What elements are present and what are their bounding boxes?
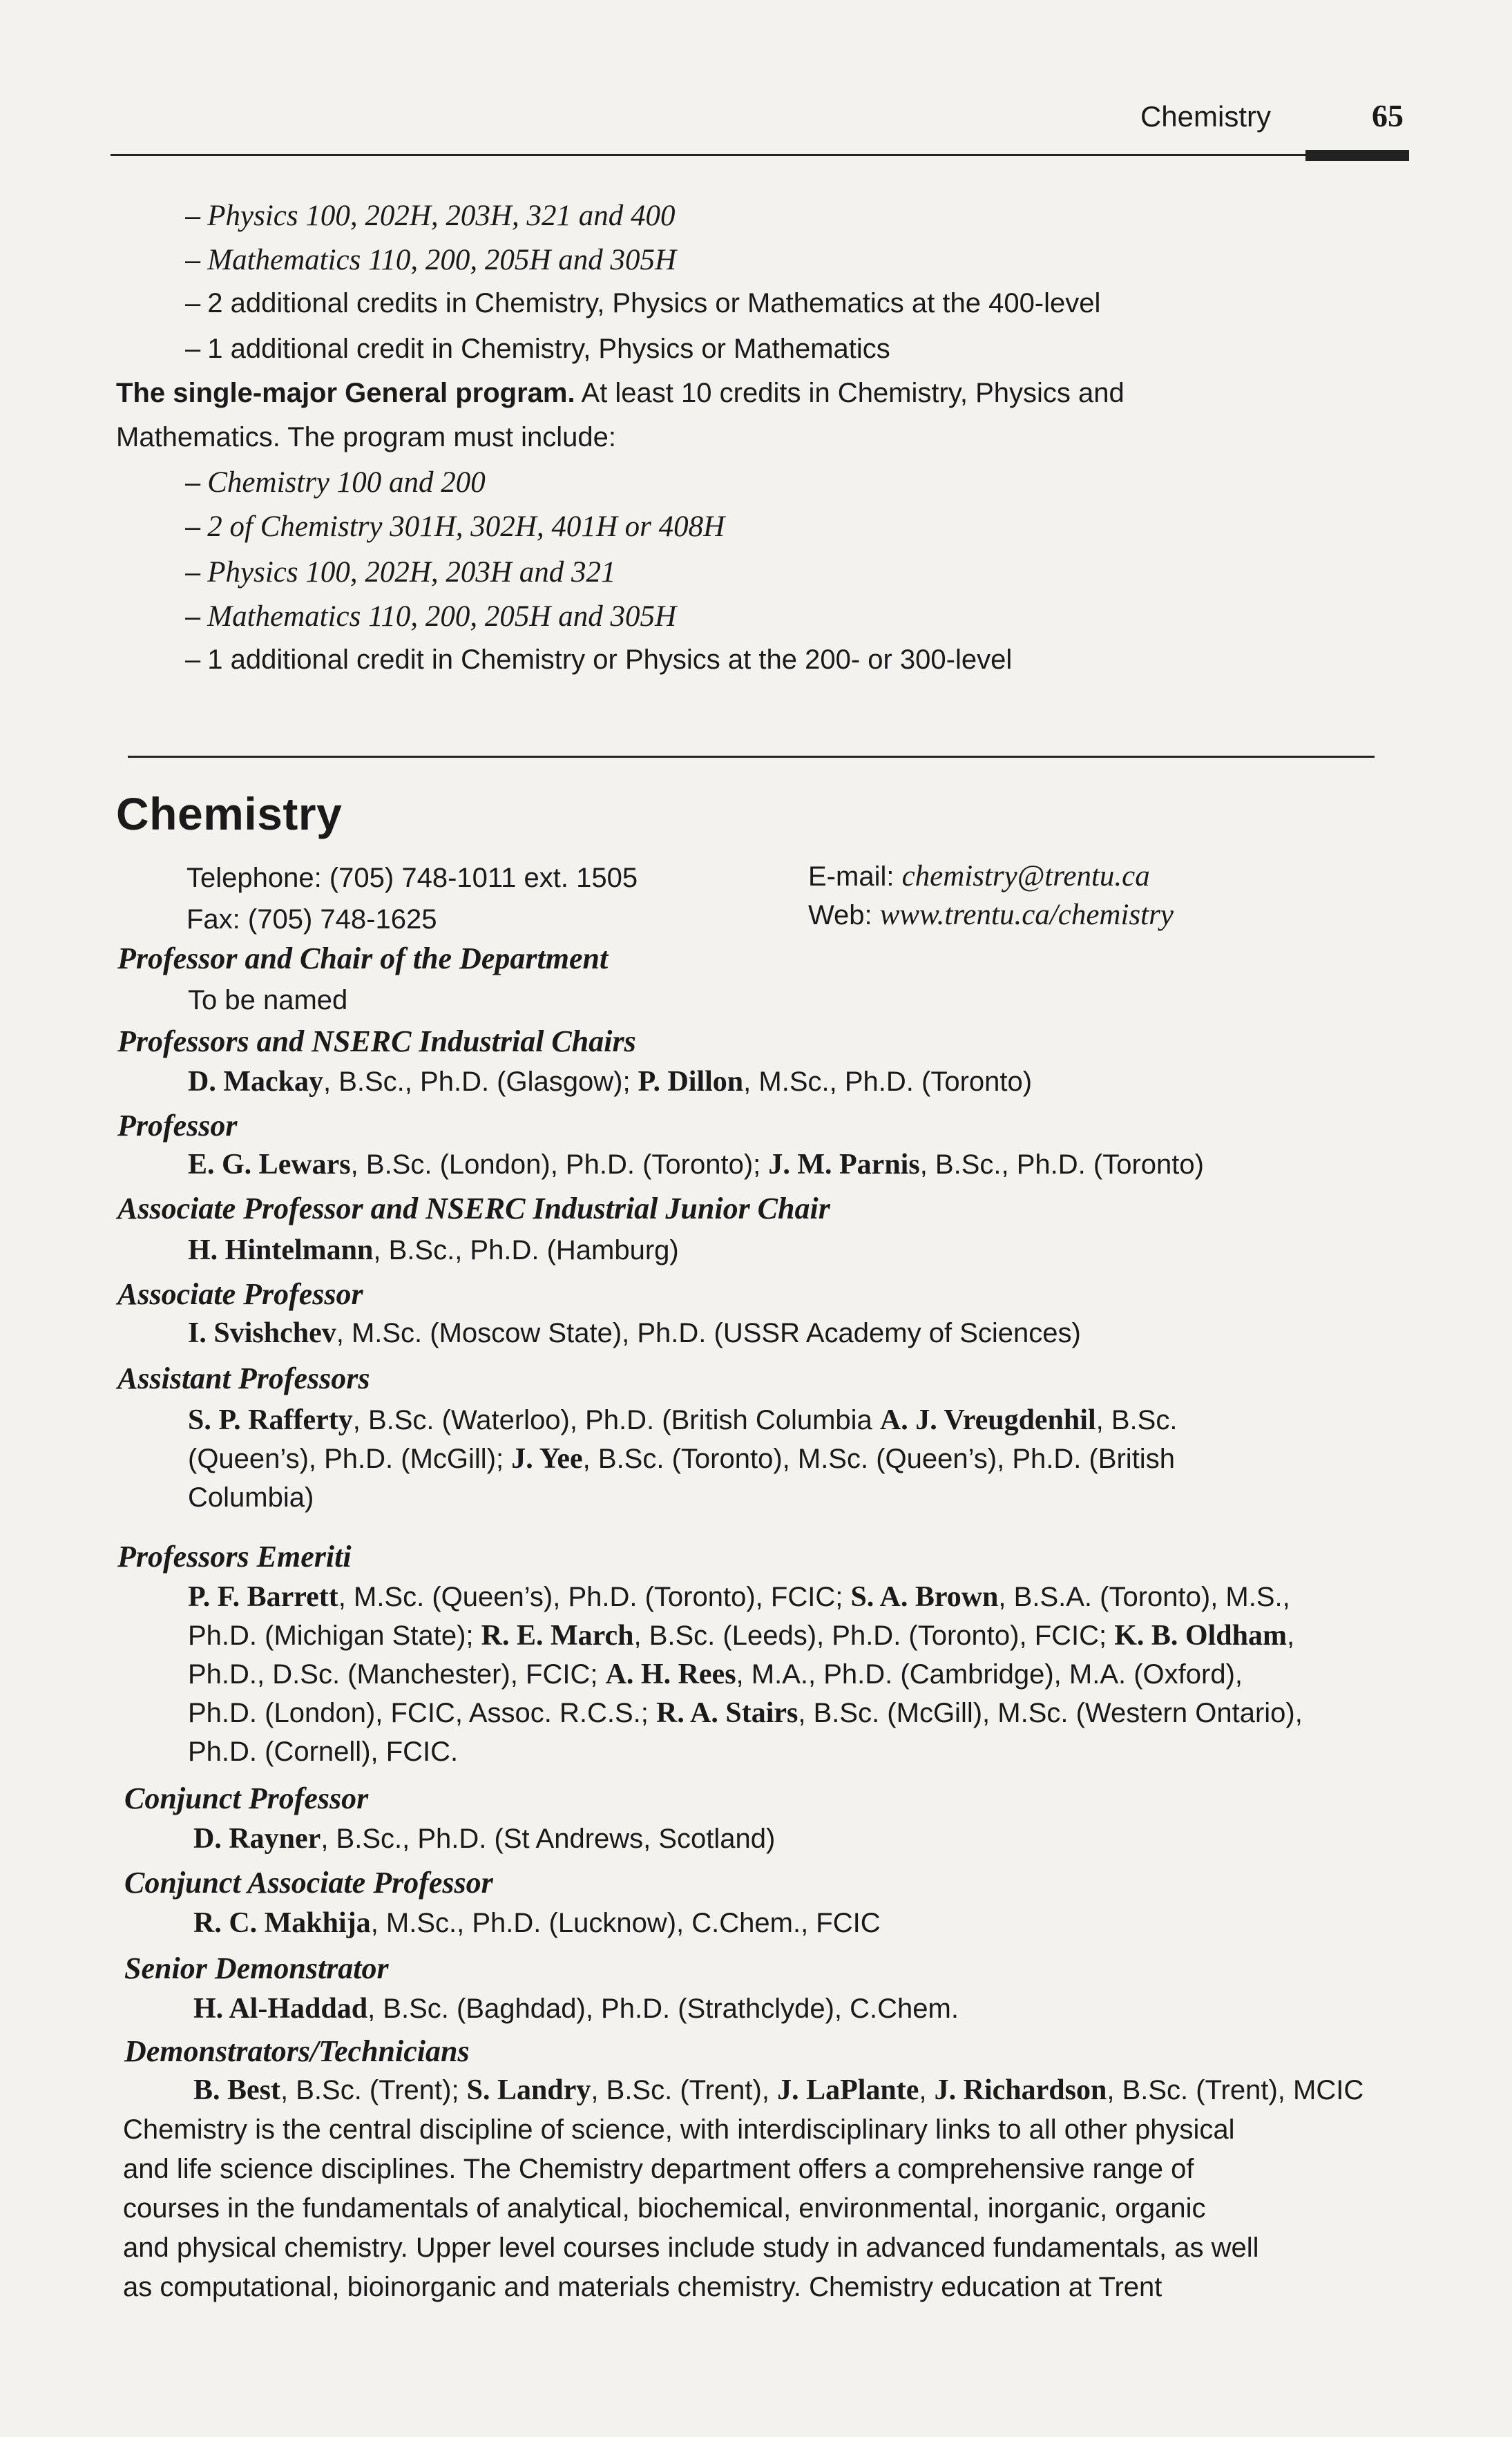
role-heading: Senior Demonstrator bbox=[124, 1951, 389, 1985]
people-line: E. G. Lewars, B.Sc. (London), Ph.D. (Toronto); J. M. Parnis, B.Sc., Ph.D. (Toronto) bbox=[188, 1149, 1204, 1181]
department-title: Chemistry bbox=[116, 788, 343, 839]
program-title: The single-major General program. bbox=[116, 378, 575, 408]
people-line: I. Svishchev, M.Sc. (Moscow State), Ph.D. (USSR Academy of Sciences) bbox=[188, 1317, 1081, 1349]
role-heading: Associate Professor and NSERC Industrial Junior Chair bbox=[117, 1192, 830, 1225]
role-heading: Conjunct Associate Professor bbox=[124, 1866, 493, 1900]
people-line: D. Mackay, B.Sc., Ph.D. (Glasgow); P. Dillon, M.Sc., Ph.D. (Toronto) bbox=[188, 1066, 1033, 1098]
list-item: – 1 additional credit in Chemistry, Physics or Mathematics bbox=[185, 334, 890, 364]
list-item: – Chemistry 100 and 200 bbox=[185, 466, 486, 499]
role-heading: Professor bbox=[117, 1109, 238, 1143]
section-divider bbox=[128, 756, 1375, 758]
header-section-title: Chemistry bbox=[1140, 100, 1271, 133]
list-item: – 1 additional credit in Chemistry or Physics at the 200- or 300-level bbox=[185, 644, 1013, 675]
role-heading: Conjunct Professor bbox=[124, 1781, 369, 1815]
list-item: – 2 additional credits in Chemistry, Physics or Mathematics at the 400-level bbox=[185, 288, 1101, 318]
department-description: Chemistry is the central discipline of science, with interdisciplinary links to all other physical and life science disciplines. The Chemistry department offers a comprehensive range of courses in the fundamentals of analytical, biochemical, environmental, inorganic, organic and physical chemistry. Upper level courses include study in advanced fundamentals, as well as computational, bioinorganic and materials chemistry. Chemistry education at Trent bbox=[123, 2114, 1259, 2302]
people-line: R. C. Makhija, M.Sc., Ph.D. (Lucknow), C.Chem., FCIC bbox=[193, 1907, 881, 1939]
header-tab-block bbox=[1305, 150, 1409, 161]
people-line: P. F. Barrett, M.Sc. (Queen’s), Ph.D. (Toronto), FCIC; S. A. Brown, B.S.A. (Toronto), M.S., Ph.D. (Michigan State); R. E. March, B.Sc. (Leeds), Ph.D. (Toronto), FCIC; K. B. Oldham, Ph.D., D.Sc. (Manchester), FCIC; A. H. Rees, M.A., Ph.D. (Cambridge), M.A. (Oxford), Ph.D. (London), FCIC, Assoc. R.C.S.; R. A. Stairs, B.Sc. (McGill), M.Sc. (Western Ontario), Ph.D. (Cornell), FCIC. bbox=[188, 1581, 1303, 1767]
role-heading: Demonstrators/Technicians bbox=[124, 2034, 470, 2068]
list-item: – Physics 100, 202H, 203H and 321 bbox=[185, 556, 616, 589]
people-line: H. Hintelmann, B.Sc., Ph.D. (Hamburg) bbox=[188, 1234, 679, 1266]
people-line: B. Best, B.Sc. (Trent); S. Landry, B.Sc. (Trent), J. LaPlante, J. Richardson, B.Sc. (Trent), MCIC bbox=[193, 2074, 1364, 2106]
people-line: D. Rayner, B.Sc., Ph.D. (St Andrews, Scotland) bbox=[193, 1823, 776, 1855]
program-intro-line2: Mathematics. The program must include: bbox=[116, 422, 617, 452]
people-line: H. Al-Haddad, B.Sc. (Baghdad), Ph.D. (Strathclyde), C.Chem. bbox=[193, 1993, 959, 2025]
page-number: 65 bbox=[1372, 98, 1404, 133]
role-heading: Professor and Chair of the Department bbox=[117, 942, 609, 975]
email-line: E-mail: chemistry@trentu.ca bbox=[808, 860, 1150, 892]
people-line: S. P. Rafferty, B.Sc. (Waterloo), Ph.D. (British Columbia A. J. Vreugdenhil, B.Sc. (Queen’s), Ph.D. (McGill); J. Yee, B.Sc. (Toronto), M.Sc. (Queen’s), Ph.D. (British Columbia) bbox=[188, 1404, 1178, 1513]
role-heading: Assistant Professors bbox=[117, 1361, 370, 1395]
people-line: To be named bbox=[188, 985, 348, 1015]
list-item: – 2 of Chemistry 301H, 302H, 401H or 408H bbox=[185, 510, 725, 543]
fax: Fax: (705) 748-1625 bbox=[186, 904, 437, 935]
role-heading: Professors and NSERC Industrial Chairs bbox=[117, 1024, 636, 1058]
list-item: – Mathematics 110, 200, 205H and 305H bbox=[185, 244, 677, 276]
list-item: – Physics 100, 202H, 203H, 321 and 400 bbox=[185, 200, 676, 232]
header-rule bbox=[111, 154, 1409, 156]
role-heading: Associate Professor bbox=[117, 1277, 363, 1311]
web-line: Web: www.trentu.ca/chemistry bbox=[808, 899, 1174, 931]
list-item: – Mathematics 110, 200, 205H and 305H bbox=[185, 600, 677, 633]
email-link[interactable]: chemistry@trentu.ca bbox=[901, 860, 1150, 892]
telephone: Telephone: (705) 748-1011 ext. 1505 bbox=[186, 863, 638, 893]
web-link[interactable]: www.trentu.ca/chemistry bbox=[879, 899, 1174, 931]
role-heading: Professors Emeriti bbox=[117, 1540, 352, 1574]
running-header bbox=[111, 100, 1409, 155]
program-intro: The single-major General program. At least 10 credits in Chemistry, Physics and bbox=[116, 378, 1125, 408]
